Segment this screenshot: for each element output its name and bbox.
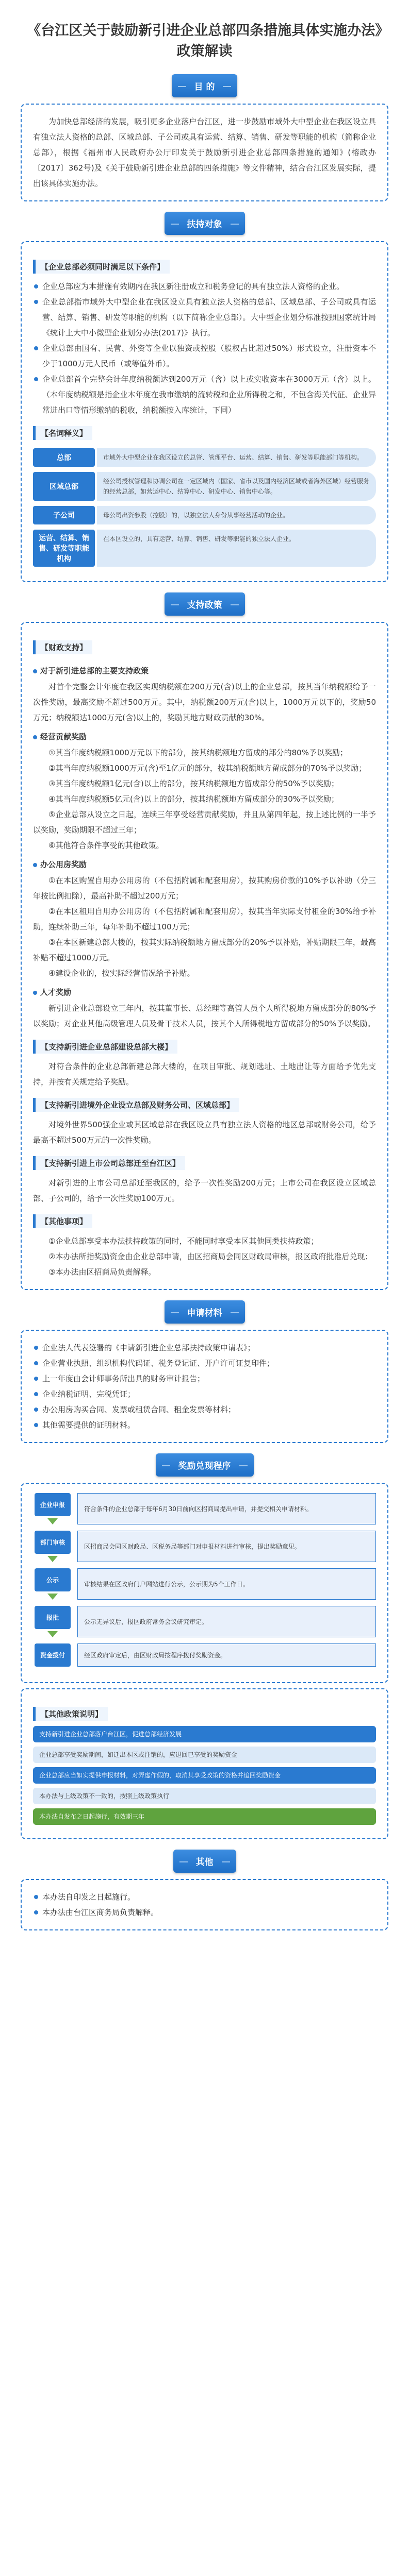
support-subhead: 【企业总部必须同时满足以下条件】: [33, 260, 170, 274]
other-item: 本办法由台江区商务局负责解释。: [33, 1905, 376, 1920]
process-box: [21, 1483, 388, 1683]
apply-item: 办公用房购买合同、发票或租赁合同、租金发票等材料；: [33, 1402, 376, 1417]
content-paragraph: 新引进企业总部设立三年内，按其董事长、总经理等高管人员个人所得税地方留成部分的80%予以奖励；对企业其他高级管理人员及骨干技术人员，按其个人所得税地方留成部分的50%予以奖励。: [33, 1004, 376, 1028]
name-desc: 市域外大中型企业在我区设立的总管、管理平台、运营、结算、销售、研发等职能部门等机构。: [97, 448, 376, 467]
process-row: [33, 1568, 376, 1600]
apply-badge-wrap: [21, 1300, 388, 1324]
content-heading-text: 人才奖励: [40, 988, 72, 997]
apply-item: 上一年度由会计师事务所出具的财务审计报告；: [33, 1371, 376, 1386]
bullet-dot-icon: [33, 735, 37, 739]
process-desc: 审核结果在区政府门户网站进行公示，公示期为5个工作日。: [77, 1568, 376, 1600]
process-label: 部门审核: [35, 1531, 71, 1554]
note-bar: 本办法与上级政策不一致的，按照上级政策执行: [33, 1788, 376, 1804]
name-label: 总部: [33, 448, 95, 467]
name-desc: 在本区设立的，具有运营、结算、销售、研发等职能的独立法人企业。: [97, 530, 376, 567]
content-heading-text: 对于新引进总部的主要支持政策: [40, 666, 149, 675]
content-paragraph: ②其当年度纳税额1000万元(含)至1亿元的部分，按其纳税额地方留成部分的70%予以奖励；: [48, 764, 367, 773]
content-paragraph: ①在本区购置自用办公用房的（不包括附属和配套用房），按其购房价款的10%予以补助（分三年按比例扣除），最高补助不超过200万元；: [33, 876, 376, 901]
process-label: 报批: [35, 1606, 71, 1629]
other-badge-wrap: [21, 1850, 388, 1873]
note-bar: 支持新引进企业总部落户台江区，促进总部经济发展: [33, 1726, 376, 1742]
bullet-dot-icon: [33, 991, 37, 995]
process-desc: 经区政府审定后，由区财政局按程序拨付奖励资金。: [77, 1643, 376, 1667]
content-subhead: 【支持新引进企业总部建设总部大楼】: [33, 1040, 177, 1054]
apply-box: [21, 1330, 388, 1443]
content-heading: [33, 984, 376, 1001]
note-bar: 企业总部应当如实提供申报材料，对弄虚作假的，取消其享受政策的资格并追回奖励资金: [33, 1767, 376, 1784]
down-arrow-icon: [47, 1556, 58, 1562]
content-subhead: 【支持新引进上市公司总部迁至台江区】: [33, 1156, 185, 1170]
other-item: 本办法自印发之日起施行。: [33, 1889, 376, 1905]
content-paragraph: ④建设企业的，按实际经营情况给予补贴。: [48, 969, 195, 978]
content-paragraph: ③其当年度纳税额1亿元(含)以上的部分，按其纳税额地方留成部分的50%予以奖励；: [48, 779, 339, 788]
process-badge-wrap: [21, 1453, 388, 1477]
content-paragraph: ③本办法由区招商局负责解释。: [48, 1267, 156, 1277]
apply-item: 企业营业执照、组织机构代码证、税务登记证、开户许可证复印件；: [33, 1355, 376, 1371]
support-item: 企业总部指市域外大中型企业在我区设立具有独立法人资格的总部、区域总部、子公司或具有运营、结算、销售、研发等职能的机构（以下简称企业总部）。大中型企业划分标准按照国家统计局《统计上大中小微型企业划分办法(2017)》执行。: [33, 294, 376, 341]
content-paragraph: ②在本区租用自用办公用房的（不包括附属和配套用房），按其当年实际支付租金的30%给予补助，连续补助三年，每年补助不超过100万元；: [33, 907, 376, 931]
process-step: [33, 1643, 72, 1667]
process-desc: 公示无异议后，报区政府常务会议研究审定。: [77, 1606, 376, 1637]
down-arrow-icon: [47, 1518, 58, 1524]
content-heading-text: 办公用房奖励: [40, 860, 87, 869]
content-paragraph: ④其当年度纳税额5亿元(含)以上的部分，按其纳税额地方留成部分的30%予以奖励；: [48, 794, 339, 804]
other-badge: 其他: [173, 1850, 236, 1873]
note-bar: 本办法自发布之日起施行，有效期三年: [33, 1808, 376, 1825]
bullet-dot-icon: [33, 863, 37, 867]
process-step: [33, 1568, 72, 1600]
content-subhead: 【其他事项】: [33, 1214, 92, 1228]
support-box: [21, 241, 388, 582]
bullet-dot-icon: [33, 669, 37, 673]
content-heading: [33, 728, 376, 745]
content-heading-text: 经营贡献奖励: [40, 732, 87, 741]
content-badge: 支持政策: [165, 592, 245, 616]
name-row: [33, 448, 376, 467]
content-paragraph: ①企业总部享受本办法扶持政策的同时，不能同时享受本区其他同类扶持政策；: [48, 1236, 319, 1246]
process-steps: [33, 1493, 376, 1667]
process-desc: 区招商局会同区财政局、区税务局等部门对申报材料进行审核，提出奖励意见。: [77, 1531, 376, 1562]
content-paragraph: 对新引进的上市公司总部迁至我区的，给予一次性奖励200万元；上市公司在我区设立区域总部、子公司的，给予一次性奖励100万元。: [33, 1178, 376, 1203]
purpose-badge-wrap: [21, 74, 388, 97]
content-box: [21, 622, 388, 1290]
content-paragraph: ②本办法所指奖励资金由企业总部申请，由区招商局会同区财政局审核，报区政府批准后兑现；: [48, 1252, 373, 1261]
notes-box: [21, 1688, 388, 1839]
support-item: 企业总部由国有、民营、外资等企业以独资或控股（股权占比超过50%）形式设立，注册资本不少于1000万元人民币（或等值外币）。: [33, 341, 376, 371]
apply-item: 其他需要提供的证明材料。: [33, 1417, 376, 1433]
name-row: [33, 506, 376, 524]
names-subhead: 【名词释义】: [33, 426, 92, 440]
process-row: [33, 1493, 376, 1524]
process-step: [33, 1493, 72, 1524]
content-paragraph: ③在本区新建总部大楼的，按其实际纳税额地方留成部分的20%予以补贴，补贴期限三年，最高补贴不超过1000万元。: [33, 938, 376, 962]
apply-item: 企业法人代表签署的《申请新引进企业总部扶持政策申请表》；: [33, 1340, 376, 1355]
process-row: [33, 1531, 376, 1562]
process-row: [33, 1606, 376, 1637]
name-list: [33, 448, 376, 567]
process-label: 资金拨付: [35, 1643, 71, 1667]
content-paragraph: 对境外世界500强企业或其区域总部在我区设立具有独立法人资格的地区总部或财务公司，给予最高不超过500万元的一次性奖励。: [33, 1120, 376, 1145]
name-desc: 母公司出资参股（控股）的，以独立法人身份从事经营活动的企业。: [97, 506, 376, 524]
other-box: [21, 1879, 388, 1930]
other-list: [33, 1889, 376, 1920]
name-label: 运营、结算、销售、研发等职能机构: [33, 530, 95, 567]
support-badge-wrap: [21, 212, 388, 235]
content-heading: [33, 856, 376, 873]
note-bar: 企业总部享受奖励期间，如迁出本区或注销的，应退回已享受的奖励资金: [33, 1747, 376, 1763]
content-subhead: 【支持新引进境外企业设立总部及财务公司、区域总部】: [33, 1098, 239, 1112]
content-paragraph: ⑥其他符合条件享受的其他政策。: [48, 841, 164, 850]
support-item: 企业总部应为本措施有效期内在我区新注册成立和税务登记的具有独立法人资格的企业。: [33, 279, 376, 294]
note-bars: [33, 1726, 376, 1825]
purpose-badge: 目 的: [172, 74, 238, 97]
process-label: 公示: [35, 1568, 71, 1591]
process-label: 企业申报: [35, 1493, 71, 1516]
process-desc: 符合条件的企业总部于每年6月30日前向区招商局提出申请，并提交相关申请材料。: [77, 1493, 376, 1524]
process-badge: 奖励兑现程序: [156, 1453, 254, 1477]
name-row: [33, 472, 376, 501]
name-desc: 经公司授权管理和协调公司在一定区域内（国家、省市以及国内经济区域或者海外区域）经营服务的经营总部，如营运中心、结算中心、研发中心、销售中心等。: [97, 472, 376, 501]
apply-list: [33, 1340, 376, 1433]
support-badge: 扶持对象: [165, 212, 245, 235]
down-arrow-icon: [47, 1631, 58, 1637]
content-paragraph: 对首个完整会计年度在我区实现纳税额在200万元(含)以上的企业总部，按其当年纳税额给予一次性奖励，最高奖励不超过500万元。其中，纳税额200万元(含)以上，1000万元以下的，奖励50万元；纳税额达1000万元(含)以上的，奖励其地方财政贡献的30%。: [33, 682, 376, 722]
support-list: [33, 279, 376, 418]
content-paragraph: ⑤企业总部从设立之日起，连续三年享受经营贡献奖励，并且从第四年起，按上述比例的一半予以奖励，奖励期限不超过三年；: [33, 810, 376, 835]
purpose-box: [21, 104, 388, 201]
process-row: [33, 1643, 376, 1667]
page-title: 《台江区关于鼓励新引进企业总部四条措施具体实施办法》政策解读: [27, 23, 382, 59]
name-label: 区域总部: [33, 472, 95, 501]
content-heading: [33, 663, 376, 679]
apply-badge: 申请材料: [165, 1300, 245, 1324]
down-arrow-icon: [47, 1594, 58, 1600]
content-badge-wrap: [21, 592, 388, 616]
support-item: 企业总部首个完整会计年度纳税额达到200万元（含）以上或实收资本在3000万元（含）以上。（本年度纳税额是指企业本年度在我市缴纳的流转税和企业所得税之和，不包含海关代征、企业异常进出口等情形缴纳的税收，纳税额按入库统计，下同）: [33, 371, 376, 418]
process-step: [33, 1531, 72, 1562]
content-paragraph: 对符合条件的企业总部新建总部大楼的，在项目审批、规划选址、土地出让等方面给予优先支持，并按有关规定给予奖励。: [33, 1062, 376, 1087]
content-paragraph: ①其当年度纳税额1000万元以下的部分，按其纳税额地方留成的部分的80%予以奖励；: [48, 748, 348, 757]
notes-subhead: 【其他政策说明】: [33, 1707, 108, 1721]
process-step: [33, 1606, 72, 1637]
content-blocks: [33, 663, 376, 1280]
purpose-paragraph: 为加快总部经济的发展，吸引更多企业落户台江区，进一步鼓励市域外大中型企业在我区设立具有独立法人资格的总部、区域总部、子公司或具有运营、结算、销售、研发等职能的机构（简称企业总部），根据《福州市人民政府办公厅印发关于鼓励新引进企业总部四条措施的通知》(榕政办〔2017〕362号)及《关于鼓励新引进企业总部的四条措施》等文件精神，结合台江区发展实际，提出该具体实施办法。: [33, 117, 376, 188]
content-subhead: 【财政支持】: [33, 640, 92, 654]
name-label: 子公司: [33, 506, 95, 524]
name-row: [33, 530, 376, 567]
apply-item: 企业纳税证明、完税凭证；: [33, 1386, 376, 1402]
